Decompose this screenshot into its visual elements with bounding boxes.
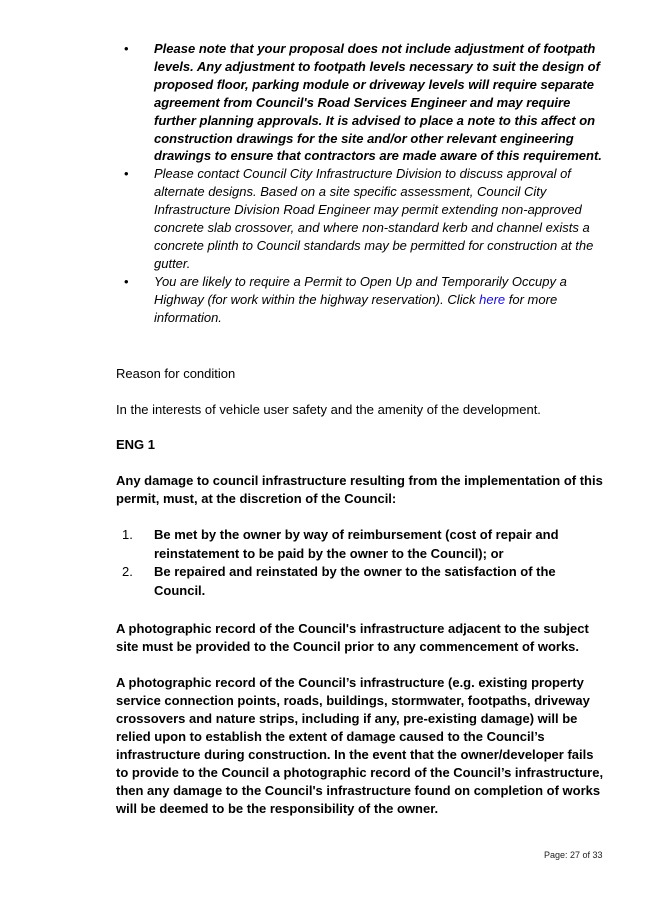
damage-conditions-list: [116, 526, 606, 600]
reason-text: In the interests of vehicle user safety and the amenity of the development.: [116, 402, 541, 417]
note-alternate-designs: Please contact Council City Infrastructure Division to discuss approval of alternate designs. Based on a site specific assessment, Council City Infrastructure Division Road Engineer may permit extending non-approved concrete slab crossover, and where non-standard kerb and channel exists a concrete plinth to Council standards may be permitted for construction at the gutter.: [154, 166, 594, 271]
bullet-icon: •: [124, 273, 129, 289]
list-number: 2.: [122, 564, 133, 579]
condition-reimbursement: Be met by the owner by way of reimbursement (cost of repair and reinstatement to be paid by the owner to the Council); or: [154, 527, 559, 561]
bullet-icon: •: [124, 41, 129, 56]
list-item: [116, 563, 606, 600]
eng-heading: ENG 1: [116, 437, 156, 452]
note-permit-text-after: for more information.: [154, 291, 558, 325]
reason-heading: Reason for condition: [116, 366, 236, 381]
photo-record-paragraph-1: A photographic record of the Council's infrastructure adjacent to the subject site must be provided to the Council prior to any commencement of works.: [116, 621, 589, 654]
condition-repair: Be repaired and reinstated by the owner to the satisfaction of the Council.: [154, 564, 556, 598]
list-item: [116, 40, 606, 165]
note-footpath-levels: Please note that your proposal does not include adjustment of footpath levels. Any adjustment to footpath levels necessary to suit the design of proposed floor, parking module or driveway levels will require separate agreement from Council's Road Services Engineer and may require further planning approvals. It is advised to place a note to this affect on construction drawings for the site and/or other relevant engineering drawings to ensure that contractors are made aware of this requirement.: [154, 41, 602, 164]
list-item: [116, 526, 606, 563]
damage-intro: Any damage to council infrastructure resulting from the implementation of this permit, must, at the discretion of the Council:: [116, 473, 603, 506]
bullet-icon: •: [124, 166, 129, 182]
list-item: [116, 273, 606, 327]
list-item: [116, 165, 606, 272]
page-number-footer: Page: 27 of 33: [544, 850, 603, 860]
permit-info-link[interactable]: here: [479, 291, 506, 307]
list-number: 1.: [122, 527, 133, 542]
notes-bullet-list: [116, 40, 606, 327]
photo-record-paragraph-2: A photographic record of the Council’s infrastructure (e.g. existing property service connection points, roads, buildings, stormwater, footpaths, driveway crossovers and nature strips, including if any, pre-existing damage) will be relied upon to establish the extent of damage caused to the Council’s infrastructure during construction. In the event that the owner/developer fails to provide to the Council a photographic record of the Council’s infrastructure, then any damage to the Council's infrastructure found on completion of works will be deemed to be the responsibility of the owner.: [116, 675, 604, 816]
note-permit-text-before: You are likely to require a Permit to Open Up and Temporarily Occupy a Highway (for work within the highway reservation). Click: [154, 273, 567, 307]
